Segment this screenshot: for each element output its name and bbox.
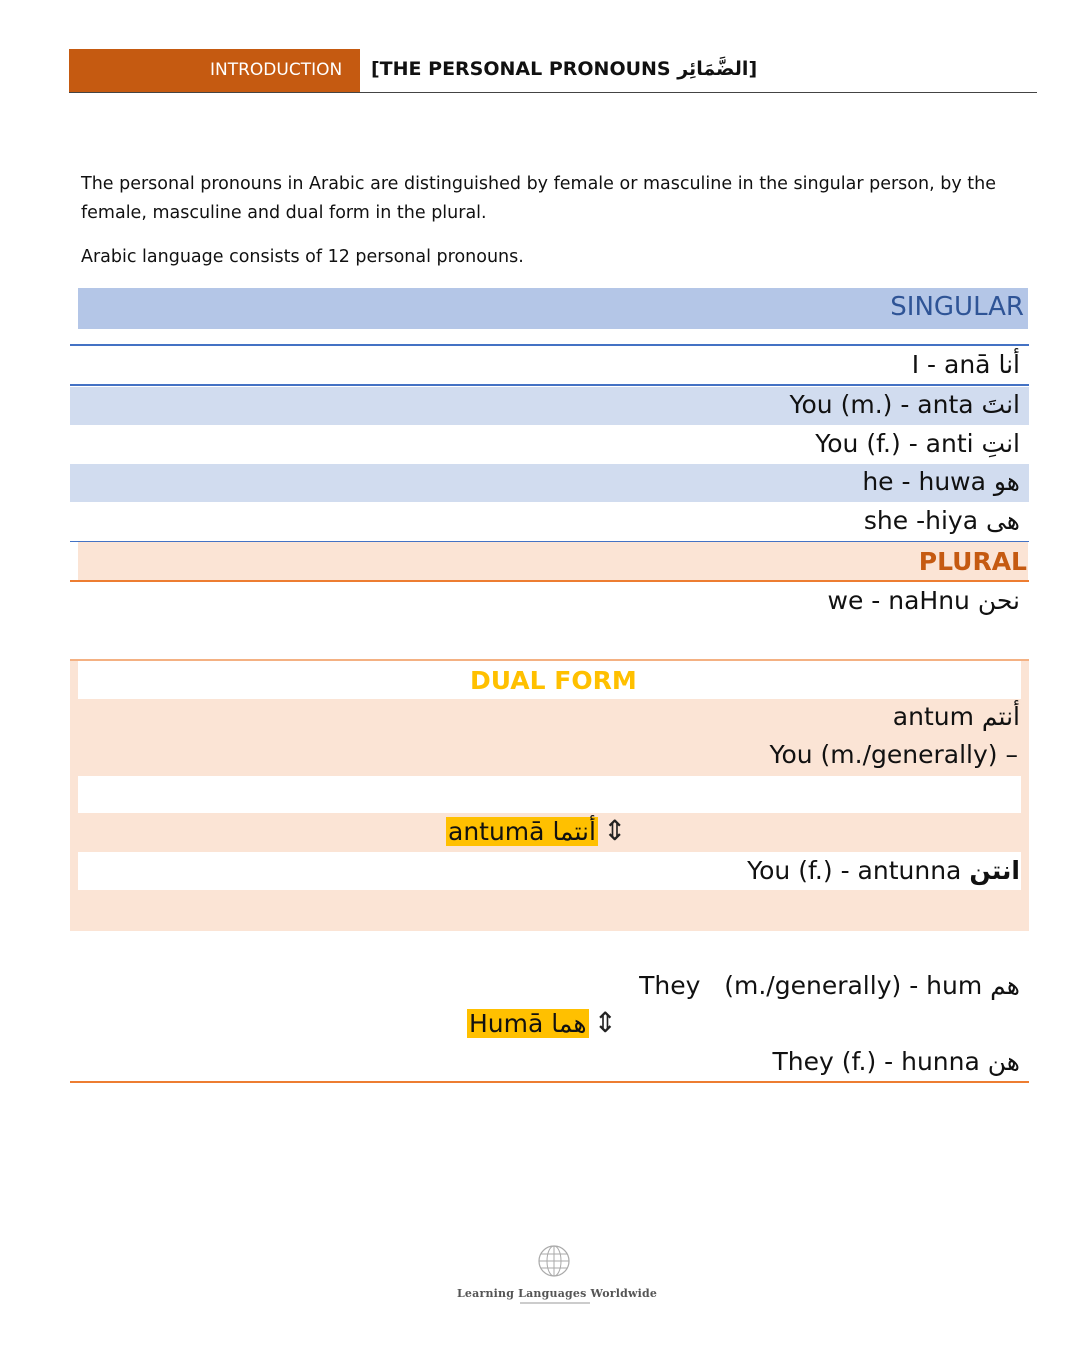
header-tab-label: INTRODUCTION <box>210 60 343 80</box>
pronoun-row: You (m.) - anta انتَ <box>789 390 1020 419</box>
divider <box>70 384 1029 386</box>
plural-heading-bar <box>78 542 1028 580</box>
pronoun-row: They (m./generally) - hum هم <box>639 971 1020 1000</box>
dual-highlight: antumā أنتما ⇕ <box>448 814 627 847</box>
double-arrow-icon: ⇕ <box>603 814 627 847</box>
pronoun-row: I - anā أنا <box>911 350 1020 379</box>
divider <box>70 344 1029 346</box>
plural-heading: PLURAL <box>918 547 1027 576</box>
singular-heading: SINGULAR <box>890 292 1024 322</box>
pronoun-row: we - naHnu نحن <box>827 586 1020 615</box>
dual-heading: DUAL FORM <box>470 666 637 695</box>
globe-logo-icon <box>537 1244 571 1278</box>
divider <box>70 1081 1029 1083</box>
intro-count: Arabic language consists of 12 personal pronouns. <box>81 247 524 267</box>
intro-paragraph: The personal pronouns in Arabic are distinguished by female or masculine in the singular person, by the female, masculine and dual form in the plural. <box>81 174 996 223</box>
singular-heading-bar <box>78 288 1028 329</box>
pronoun-row: she -hiya هى <box>863 506 1020 535</box>
double-arrow-icon: ⇕ <box>593 1006 618 1039</box>
footer-logo-subline <box>520 1302 590 1304</box>
header-tab <box>69 49 360 92</box>
footer-logo-text: Learning Languages Worldwide <box>457 1287 658 1300</box>
pronoun-row: he - huwa هو <box>862 467 1020 496</box>
pronoun-row: antum أنتم <box>892 702 1020 731</box>
pronoun-row: You (m./generally) – <box>769 740 1018 769</box>
pronoun-row: You (f.) - anti انتِ <box>815 429 1020 458</box>
blank-strip <box>78 776 1021 813</box>
they-dual-highlight: Humā هما ⇕ <box>469 1006 618 1039</box>
divider <box>70 580 1029 582</box>
pronoun-row: You (f.) - antunna انتن <box>747 856 1020 885</box>
pronoun-row: They (f.) - hunna هن <box>772 1047 1020 1076</box>
header-divider <box>69 92 1037 93</box>
page-title: [THE PERSONAL PRONOUNS الضَّمَائِر] <box>371 58 758 80</box>
